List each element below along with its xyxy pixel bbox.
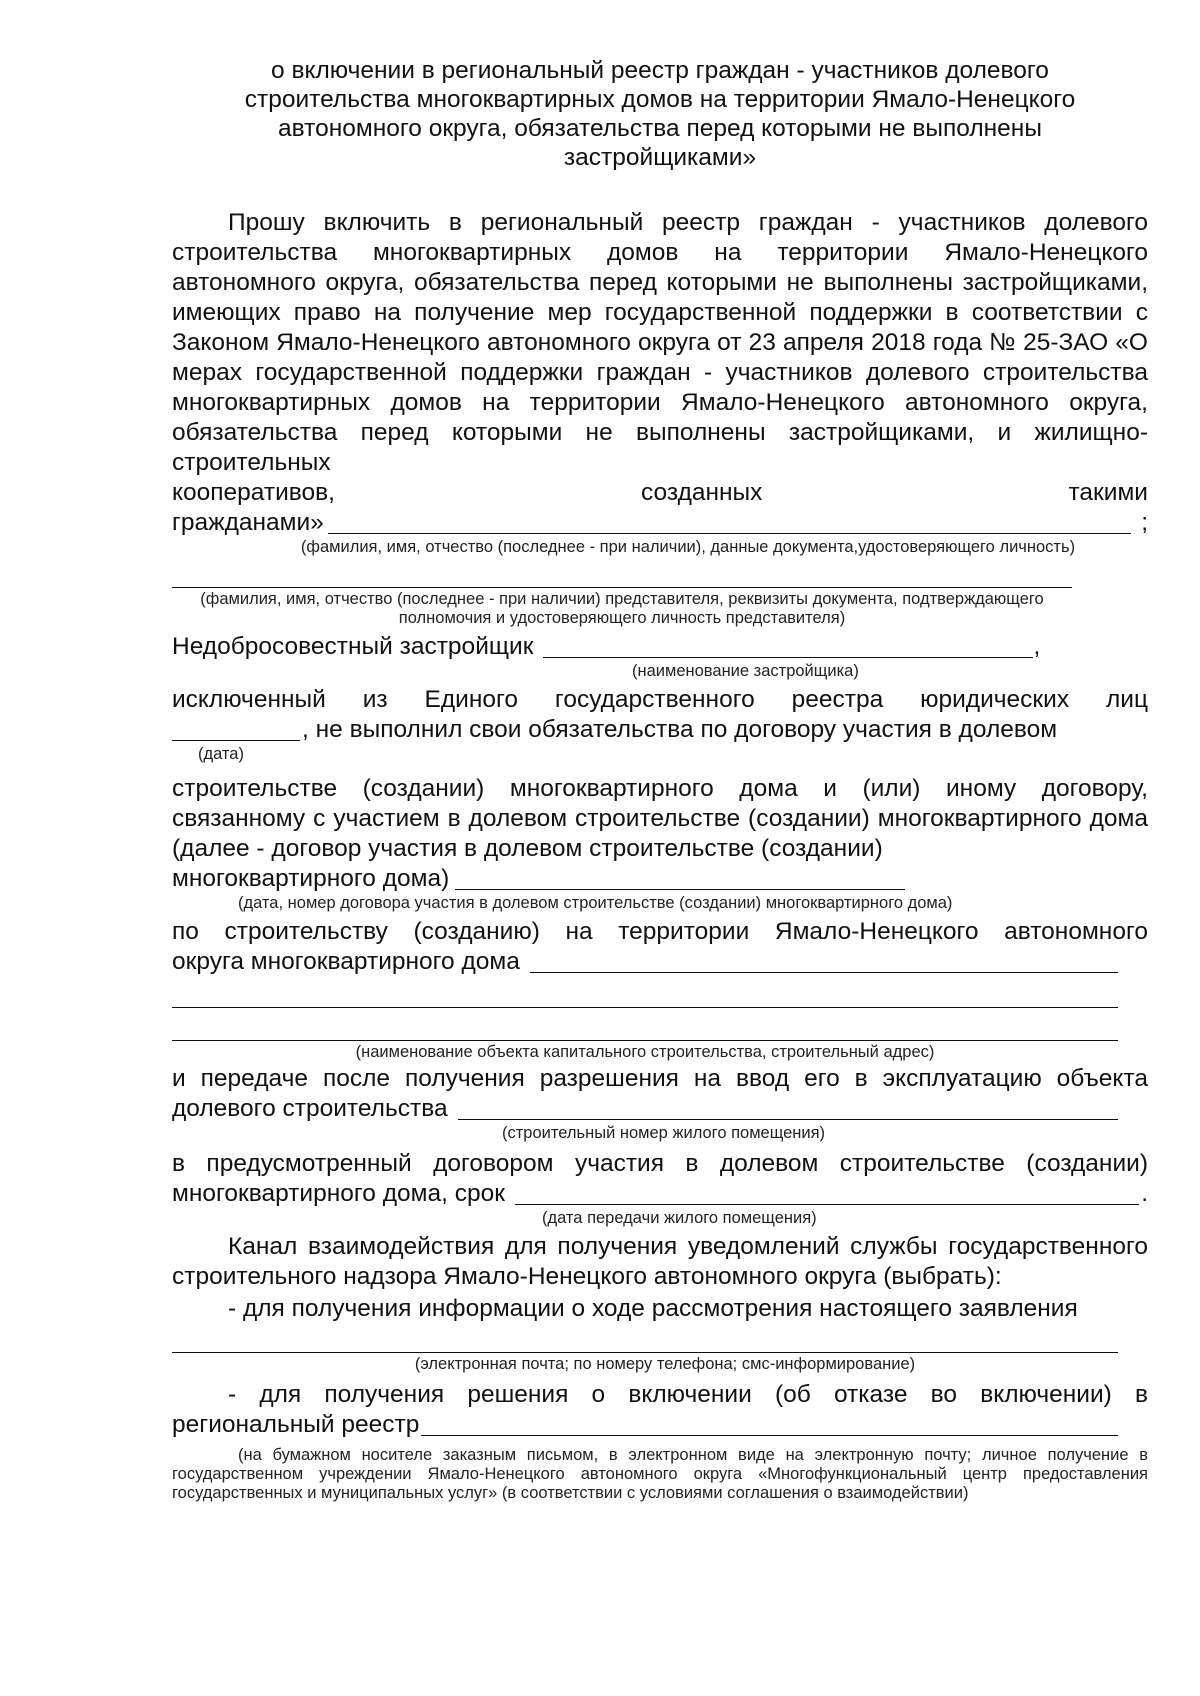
developer-label: Недобросовестный застройщик: [172, 633, 534, 660]
channel-item-1-hint: (электронная почта; по номеру телефона; смс-информирование): [414, 1355, 916, 1373]
registry-hint: (на бумажном носителе заказным письмом, в электронном виде на электронную почту; личное получение в государственном учреждении Ямало-Ненецкого автономного округа «Многофункциональный центр предоставления государственных и муниципальных услуг» (в соответствии с условиями соглашения о взаимодействии): [172, 1446, 1148, 1502]
term-line: [172, 1179, 1148, 1209]
construction-paragraph: по строительству (созданию) на территории Ямало-Ненецкого автономного: [172, 918, 1148, 945]
channel-item-2: - для получения решения о включении (об отказе во включении) в: [228, 1381, 1148, 1408]
channel-paragraph: Канал взаимодействия для получения уведомлений службы государственного строительного надзора Ямало-Ненецкого автономного округа (выбрать):: [172, 1233, 1148, 1290]
title-line: застройщиками»: [563, 144, 757, 171]
construction-hint: (наименование объекта капитального строительства, строительный адрес): [355, 1043, 935, 1061]
title-line: о включении в региональный реестр граждан - участников долевого: [271, 57, 1049, 84]
developer-hint: (наименование застройщика): [632, 662, 859, 680]
registry-label: региональный реестр: [172, 1411, 420, 1438]
title-line: автономного округа, обязательства перед которыми не выполнены: [278, 115, 1042, 142]
construction-label: округа многоквартирного дома: [172, 948, 520, 975]
spread-word: кооперативов,: [172, 479, 335, 506]
transfer-line: [172, 1094, 1148, 1124]
registry-line: [172, 1410, 1148, 1440]
title-line: строительства многоквартирных домов на территории Ямало-Ненецкого: [244, 86, 1076, 113]
term-end: .: [1141, 1180, 1148, 1207]
excluded-text: исключенный из Единого государственного реестра юридических лиц: [172, 686, 1148, 713]
construction-input-line[interactable]: [530, 950, 1118, 973]
contract-line: [172, 864, 1148, 894]
construction-line: [172, 947, 1148, 977]
spread-word: такими: [1068, 479, 1148, 506]
exclusion-date-line: [172, 715, 1148, 745]
representative-hint: (фамилия, имя, отчество (последнее - при наличии) представителя, реквизиты документа, подтверждающего полномочия и удостоверяющего личность представителя): [200, 590, 1044, 627]
spread-word: созданных: [641, 479, 763, 506]
document-title: [172, 56, 1148, 172]
citizens-line: [172, 508, 1148, 538]
developer-end: ,: [1033, 633, 1041, 660]
term-hint: (дата передачи жилого помещения): [542, 1209, 817, 1227]
citizens-label: гражданами»: [172, 509, 324, 536]
term-label: многоквартирного дома, срок: [172, 1180, 505, 1207]
term-paragraph: в предусмотренный договором участия в долевом строительстве (создании): [172, 1150, 1148, 1177]
transfer-hint: (строительный номер жилого помещения): [502, 1124, 826, 1142]
transfer-paragraph: и передаче после получения разрешения на ввод его в эксплуатацию объекта: [172, 1065, 1148, 1092]
channel-item-1: - для получения информации о ходе рассмотрения настоящего заявления: [228, 1295, 1078, 1322]
channel-item-1-input-line[interactable]: [172, 1326, 1118, 1353]
citizens-end: ;: [1141, 509, 1148, 536]
exclusion-date-suffix: , не выполнил свои обязательства по договору участия в долевом: [302, 716, 1058, 743]
construction-extra-line-1[interactable]: [172, 981, 1118, 1008]
construction-extra-line-2[interactable]: [172, 1014, 1118, 1041]
registry-input-line[interactable]: [421, 1413, 1118, 1436]
contract-input-line[interactable]: [455, 867, 905, 890]
citizens-input-line[interactable]: [328, 511, 1131, 534]
request-paragraph: Прошу включить в региональный реестр граждан - участников долевого строительства многоквартирных домов на территории Ямало-Ненецкого автономного округа, обязательства перед которыми не выполнены застройщиками, имеющих право на получение мер государственной поддержки в соответствии с Законом Ямало-Ненецкого автономного округа от 23 апреля 2018 года № 25-ЗАО «О мерах государственной поддержки граждан - участников долевого строительства многоквартирных домов на территории Ямало-Ненецкого автономного округа, обязательства перед которыми не выполнены застройщиками, и жилищно-строительных: [172, 209, 1148, 476]
contract-hint: (дата, номер договора участия в долевом строительстве (создании) многоквартирного дома): [238, 894, 953, 912]
contract-label: многоквартирного дома): [172, 865, 450, 892]
transfer-input-line[interactable]: [458, 1097, 1118, 1120]
representative-input-line[interactable]: [172, 561, 1072, 588]
exclusion-date-hint: (дата): [198, 745, 244, 763]
exclusion-date-input-line[interactable]: [172, 718, 300, 741]
citizens-hint: (фамилия, имя, отчество (последнее - при наличии), данные документа,удостоверяющего личность): [300, 538, 1076, 556]
request-spread-line: [172, 478, 1148, 508]
developer-line: [172, 632, 1148, 662]
contract-paragraph: строительстве (создании) многоквартирного дома и (или) иному договору, связанному с участием в долевом строительстве (создании) многоквартирного дома (далее - договор участия в долевом строительстве (создании): [172, 775, 1148, 862]
transfer-label: долевого строительства: [172, 1095, 448, 1122]
term-input-line[interactable]: [515, 1182, 1139, 1205]
developer-input-line[interactable]: [543, 635, 1033, 658]
